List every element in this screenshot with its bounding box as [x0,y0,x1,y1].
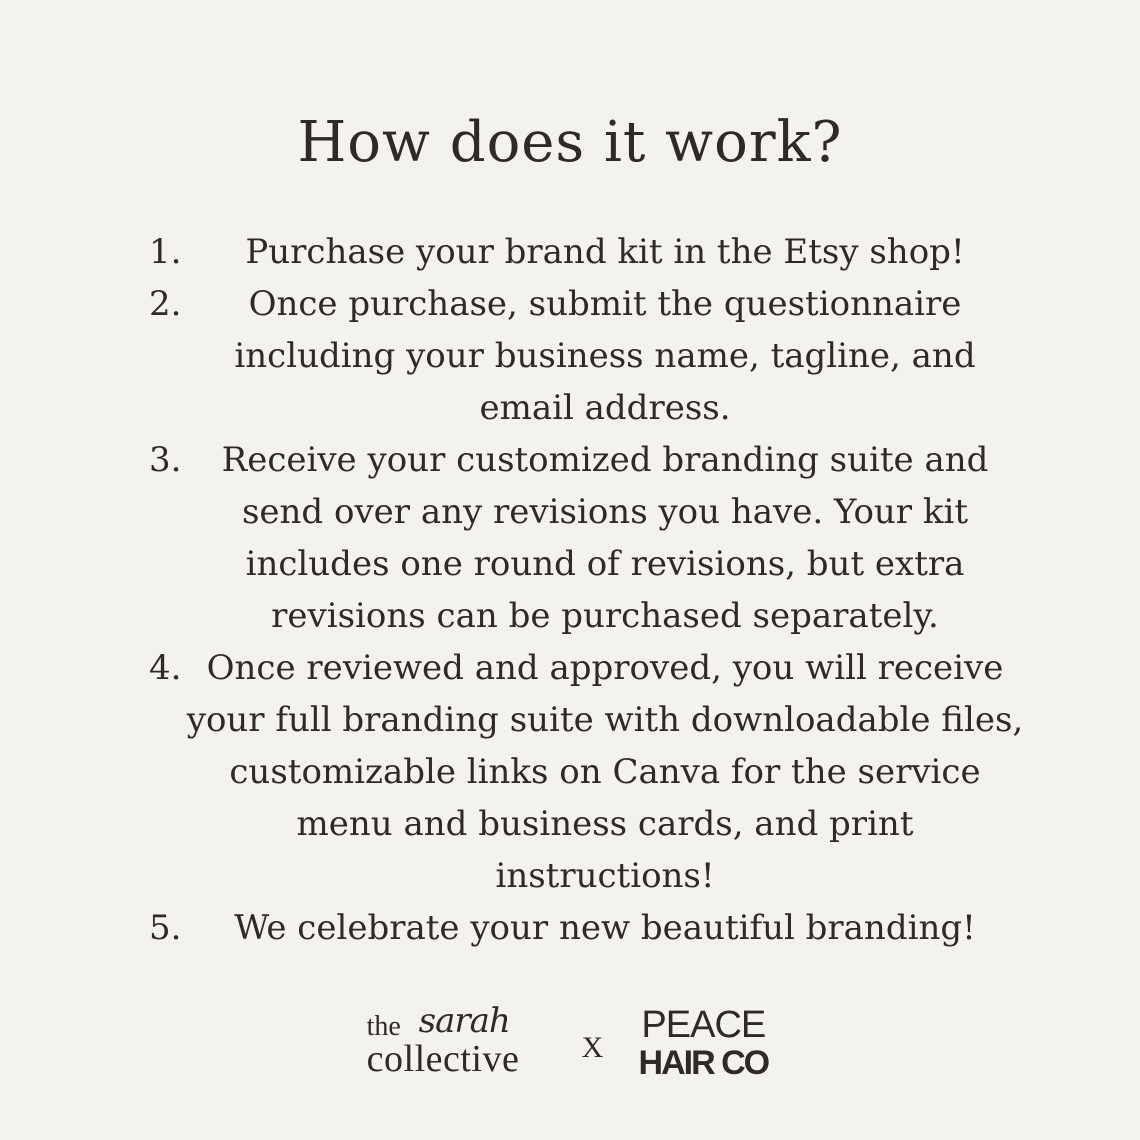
collab-separator: X [581,1030,604,1064]
brand-footer [0,1001,1140,1082]
peace-hair-co-logo [633,1003,773,1082]
logo-peace-text: PEACE [641,1003,766,1046]
step-text: We celebrate your new beautiful branding! [234,908,976,948]
step-text: Once purchase, submit the questionnaire including your business name, tagline, and email address. [234,284,976,428]
page-title: How does it work? [297,110,843,175]
list-item [145,434,1025,642]
sarah-collective-logo [366,1001,552,1080]
step-text: Purchase your brand kit in the Etsy shop! [245,232,965,272]
list-item [145,902,1025,954]
steps-list [145,226,1025,954]
step-number: 1. [149,232,182,272]
logo-hairco-text: HAIR CO [638,1043,769,1082]
logo-sarah-script: sarah [418,1001,510,1041]
step-number: 3. [149,440,182,480]
logo-collective-text: collective [366,1038,520,1080]
step-text: Receive your customized branding suite and send over any revisions you have. Your kit includes one round of revisions, but extra revisions can be purchased separately. [221,440,989,636]
list-item [145,278,1025,434]
step-number: 5. [149,908,182,948]
list-item [145,226,1025,278]
list-item [145,642,1025,902]
step-number: 4. [149,648,182,688]
step-text: Once reviewed and approved, you will receive your full branding suite with downloadable files, customizable links on Canva for the service menu and business cards, and print instructions! [186,648,1024,896]
step-number: 2. [149,284,182,324]
logo-the-text: the [366,1011,401,1042]
